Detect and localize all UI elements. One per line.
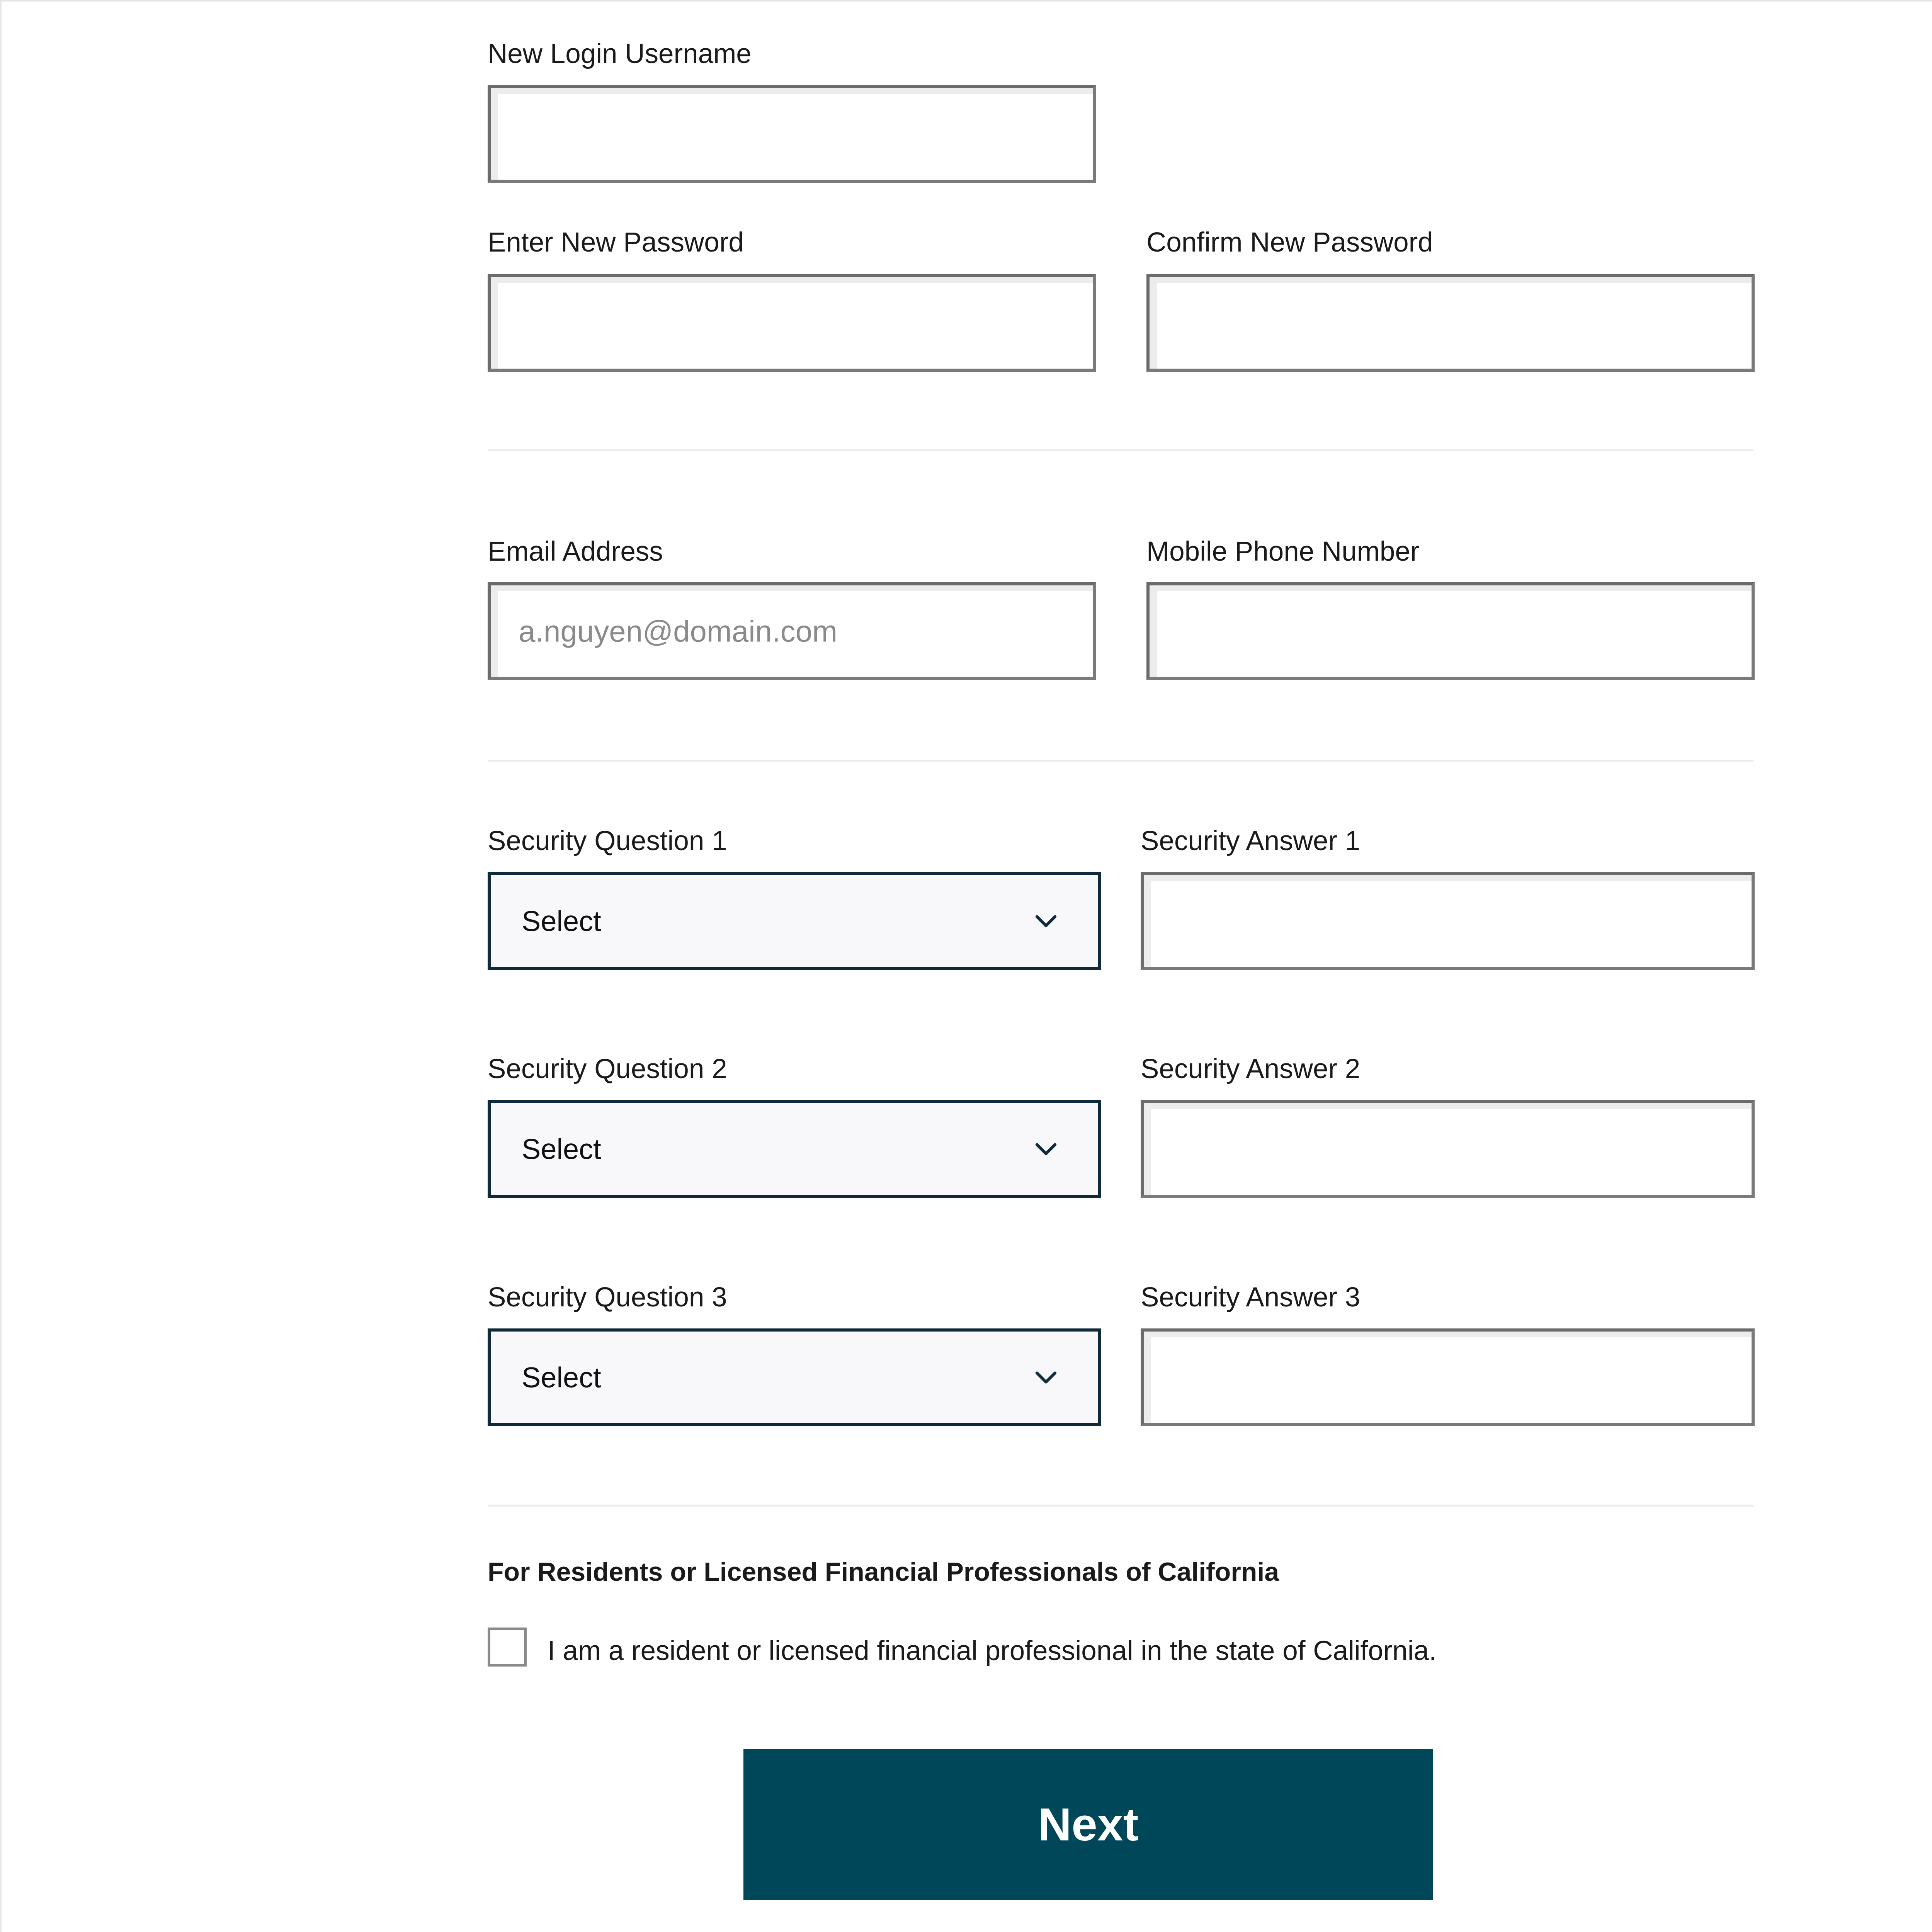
next-button[interactable]: Next xyxy=(743,1749,1433,1900)
confirm-password-input[interactable] xyxy=(1146,274,1755,372)
security-question-2-label: Security Question 2 xyxy=(488,1054,727,1084)
security-answer-3-input[interactable] xyxy=(1141,1328,1755,1426)
section-divider-3 xyxy=(488,1505,1753,1507)
security-answer-2-input[interactable] xyxy=(1141,1100,1755,1198)
security-question-1-label: Security Question 1 xyxy=(488,826,727,856)
california-checkbox-label[interactable]: I am a resident or licensed financial professional in the state of California. xyxy=(548,1636,1437,1666)
chevron-down-icon xyxy=(1032,908,1060,935)
security-question-3-value: Select xyxy=(522,1361,601,1393)
password-input[interactable] xyxy=(488,274,1096,372)
username-label: New Login Username xyxy=(488,39,752,69)
security-question-2-value: Select xyxy=(522,1133,601,1165)
security-answer-1-label: Security Answer 1 xyxy=(1141,826,1361,856)
security-question-3-label: Security Question 3 xyxy=(488,1282,727,1313)
password-label: Enter New Password xyxy=(488,227,744,258)
chevron-down-icon xyxy=(1032,1364,1060,1391)
security-answer-2-label: Security Answer 2 xyxy=(1141,1054,1361,1084)
security-question-1-value: Select xyxy=(522,905,601,937)
security-question-2-select[interactable] xyxy=(488,1100,1101,1198)
section-divider-1 xyxy=(488,449,1753,451)
username-input[interactable] xyxy=(488,85,1096,183)
section-divider-2 xyxy=(488,760,1753,762)
california-checkbox[interactable] xyxy=(488,1628,527,1667)
chevron-down-icon xyxy=(1032,1136,1060,1163)
phone-input[interactable] xyxy=(1146,582,1755,680)
email-label: Email Address xyxy=(488,536,663,567)
email-value: a.nguyen@domain.com xyxy=(519,614,837,648)
security-question-3-select[interactable] xyxy=(488,1328,1101,1426)
email-input[interactable] xyxy=(488,582,1096,680)
california-heading: For Residents or Licensed Financial Professionals of California xyxy=(488,1557,1279,1587)
phone-label: Mobile Phone Number xyxy=(1146,536,1420,567)
security-answer-1-input[interactable] xyxy=(1141,872,1755,970)
security-answer-3-label: Security Answer 3 xyxy=(1141,1282,1361,1313)
confirm-password-label: Confirm New Password xyxy=(1146,227,1433,258)
security-question-1-select[interactable] xyxy=(488,872,1101,970)
